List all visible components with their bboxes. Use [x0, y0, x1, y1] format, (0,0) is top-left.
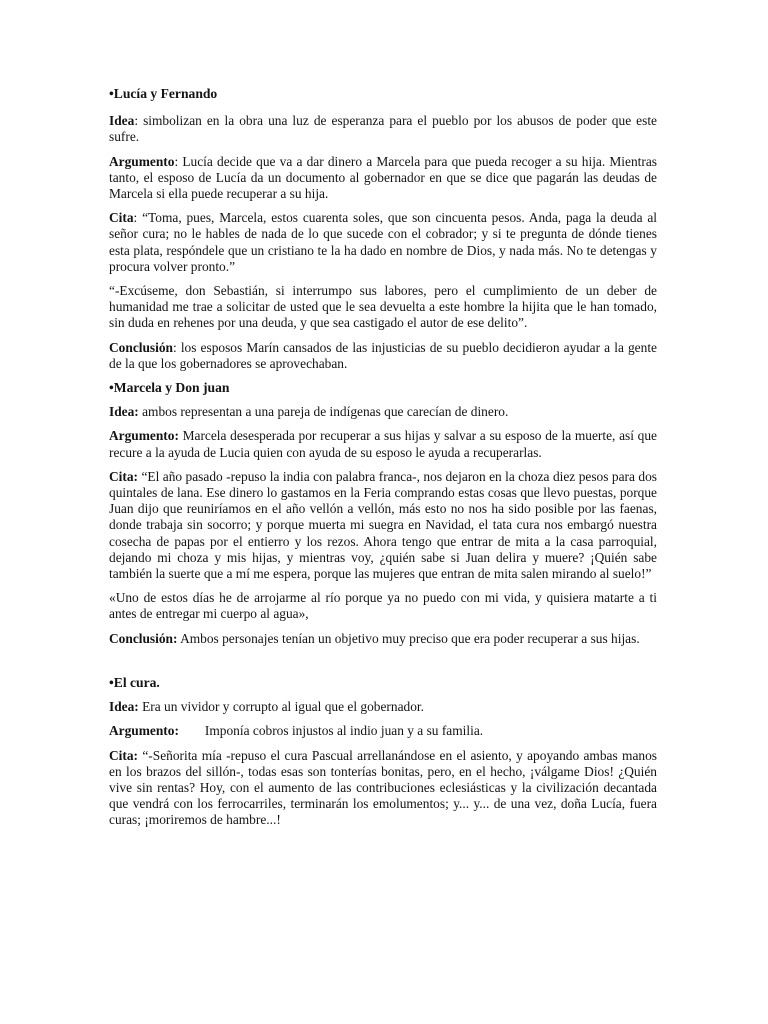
document-page — [109, 86, 657, 829]
argumento-paragraph — [109, 154, 657, 203]
idea-paragraph — [109, 404, 657, 420]
cita-text: “-Señorita mía -repuso el cura Pascual arrellanándose en el asiento, y apoyando ambas manos en los brazos del sillón-, todas esas son tonterías bonitas, pero, en el hecho, ¡válgame Dios! ¿Quién vive sin rentas? Hoy, con el aumento de las contribuciones eclesiásticas y la civilización decantada que vendrá con los ferrocarriles, terminarán los emolumentos; y... y... de una vez, doña Lucía, fuera curas; ¡moriremos de hambre...! — [109, 747, 657, 828]
idea-text: Era un vividor y corrupto al igual que el gobernador. — [138, 699, 424, 715]
argumento-label: Argumento — [109, 153, 175, 169]
argumento-paragraph — [109, 428, 657, 460]
cita-paragraph-2: «Uno de estos días he de arrojarme al río porque ya no puedo con mi vida, y quisiera matarte a ti antes de entregar mi cuerpo al agua», — [109, 590, 657, 622]
cita-text: : “Toma, pues, Marcela, estos cuarenta soles, que son cincuenta pesos. Anda, paga la deuda al señor cura; no le hables de nada de lo que sucede con el cobrador; y si te pregunta de dónde tienes esta plata, respóndele que un cristiano te la ha dado en nombre de Dios, y nada más. No te detengas y procura volver pronto.” — [109, 210, 657, 274]
cita-label: Cita: — [109, 747, 139, 763]
cita-paragraph-2: “-Excúseme, don Sebastián, si interrumpo sus labores, pero el cumplimiento de un deber de humanidad me trae a solicitar de usted que le sea devuelta a este hombre la hijita que le han tomado, sin duda en rehenes por una deuda, y que sea castigado el autor de ese delito”. — [109, 283, 657, 331]
argumento-text: Imponía cobros injustos al indio juan y a su familia. — [204, 723, 484, 739]
idea-text: : simbolizan en la obra una luz de esperanza para el pueblo por los abusos de poder que este sufre. — [109, 113, 657, 145]
argumento-label: Argumento: — [109, 428, 179, 444]
conclusion-label: Conclusión: — [109, 630, 178, 646]
idea-text: ambos representan a una pareja de indígenas que carecían de dinero. — [138, 404, 509, 420]
section-heading-lucia-fernando: •Lucía y Fernando — [109, 86, 218, 101]
conclusion-label: Conclusión — [109, 339, 173, 355]
argumento-label: Argumento: — [109, 723, 179, 739]
idea-paragraph — [109, 113, 657, 145]
conclusion-text: : los esposos Marín cansados de las injusticias de su pueblo decidieron ayudar a la gente de la que los gobernadores se aprovechaban. — [109, 339, 657, 371]
conclusion-paragraph — [109, 340, 657, 372]
idea-paragraph — [109, 699, 657, 715]
cita-paragraph — [109, 469, 657, 582]
section-heading-el-cura: •El cura. — [109, 674, 160, 690]
cita-text: “El año pasado -repuso la india con palabra franca-, nos dejaron en la choza diez pesos para dos quintales de lana. Ese dinero lo gastamos en la Feria comprando estas cosas que llevo puestas, porque Juan dijo que reuniríamos en el año vellón a vellón, más esto no nos ha sido posible por las faenas, donde trabaja sin socorro; y porque muerta mi suegra en Navidad, el tata cura nos embargó nuestra cosecha de papas por el entierro y los rezos. Ahora tengo que entrar de mita a la casa parroquial, dejando mi choza y mis hijas, y mientras voy, ¿quién sabe si Juan delira y muere? ¡Quién sabe también la suerte que a mí me espera, porque las mujeres que entran de mita salen mirando al suelo!” — [109, 468, 657, 582]
section-heading-marcela-juan: •Marcela y Don juan — [109, 380, 230, 396]
cita-label: Cita — [109, 210, 134, 226]
cita-paragraph — [109, 748, 657, 829]
conclusion-text: Ambos personajes tenían un objetivo muy preciso que era poder recuperar a sus hijas. — [177, 630, 640, 646]
cita-paragraph — [109, 210, 657, 275]
idea-label: Idea: — [109, 404, 139, 420]
idea-label: Idea — [109, 113, 135, 129]
conclusion-paragraph — [109, 631, 657, 647]
argumento-text: Marcela desesperada por recuperar a sus hijas y salvar a su esposo de la muerte, así que recure a la ayuda de Lucia quien con ayuda de su esposo le ayuda a recuperarlas. — [109, 428, 657, 460]
cita-label: Cita: — [109, 468, 139, 484]
idea-label: Idea: — [109, 699, 139, 715]
argumento-paragraph — [109, 723, 657, 739]
argumento-text: : Lucía decide que va a dar dinero a Marcela para que pueda recoger a su hija. Mientras tanto, el esposo de Lucía da un documento al gobernador en que se dice que pagarán las deudas de Marcela si ella puede recuperar a su hija. — [109, 153, 657, 202]
